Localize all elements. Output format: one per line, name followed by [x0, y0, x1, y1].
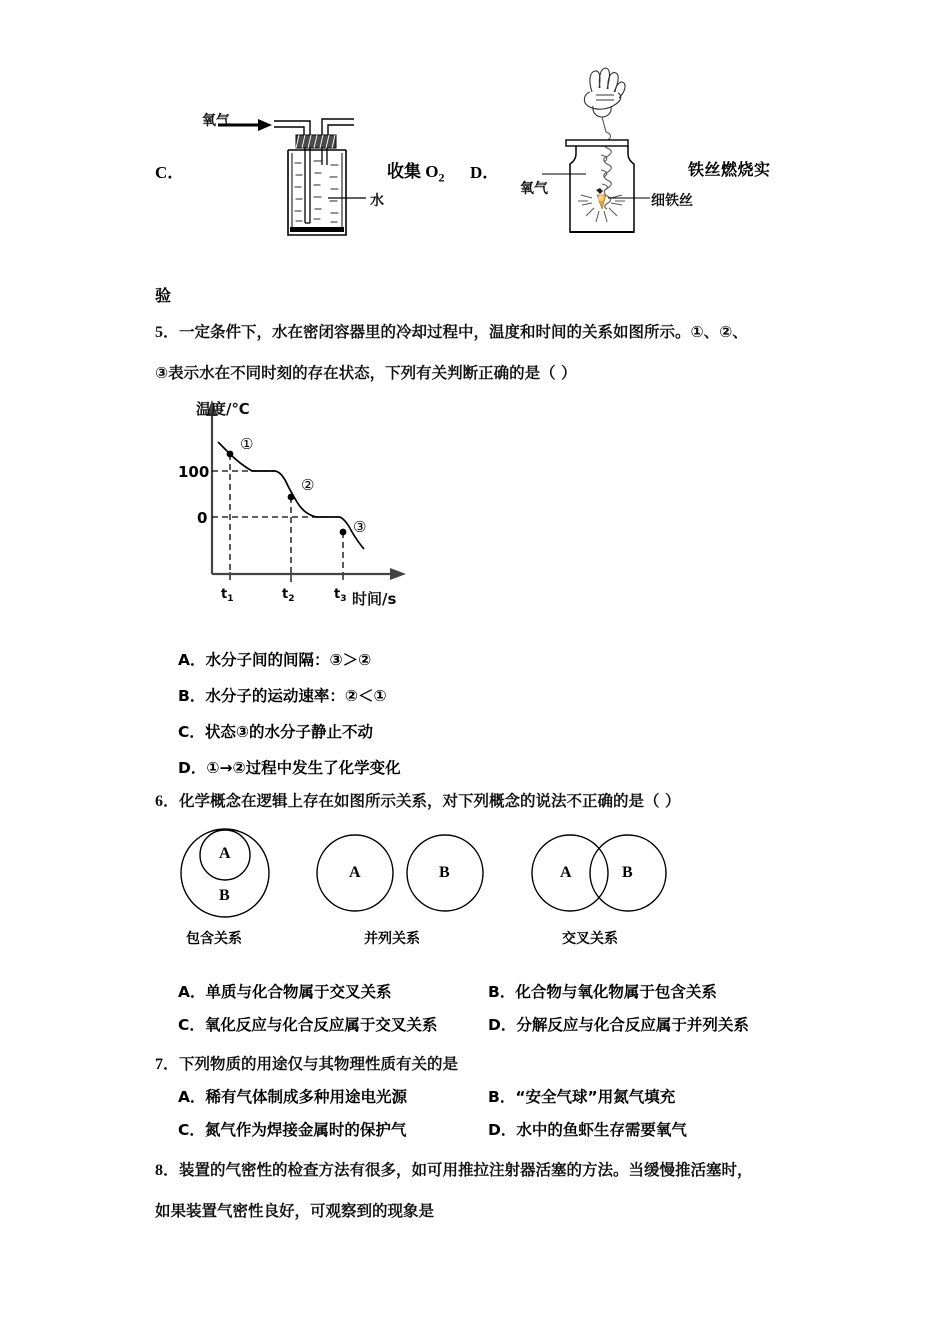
- caption-collect-oxygen-text: 收集 O: [387, 162, 439, 181]
- chart-x-axis-label: 时间/s: [352, 590, 397, 608]
- question-7: [155, 1052, 855, 1077]
- venn-parallel-caption: 并列关系: [364, 931, 420, 947]
- caption-collect-oxygen: [387, 157, 444, 185]
- iron-wire-label: 细铁丝: [651, 193, 693, 209]
- chart-annotation-1: ①: [240, 435, 254, 453]
- question-7-line-1: [155, 1052, 855, 1077]
- question-7-choice-a[interactable]: A．稀有气体制成多种用途电光源: [178, 1088, 407, 1106]
- venn-parallel-letter-b: B: [439, 864, 450, 881]
- caption-iron-wire-burning: 铁丝燃烧实: [688, 160, 771, 179]
- iron-wire-burning-diagram: [530, 62, 720, 247]
- question-5-choice-a[interactable]: A．水分子间的间隔：③＞②: [178, 651, 372, 669]
- question-6-choice-a[interactable]: A．单质与化合物属于交叉关系: [178, 983, 392, 1001]
- question-8-line-2: 如果装置气密性良好，可观察到的现象是: [155, 1202, 435, 1220]
- question-6-number: 6．: [155, 793, 180, 810]
- question-5-line-2: ③表示水在不同时刻的存在状态，下列有关判断正确的是（ ）: [155, 364, 577, 382]
- oxygen-inlet-label-c: 氧气: [202, 113, 230, 129]
- question-7-choice-c[interactable]: C．氮气作为焊接金属时的保护气: [178, 1121, 407, 1139]
- chart-xtick-t3: $t_3$: [334, 587, 347, 604]
- chart-marker-1: [227, 451, 234, 458]
- oxygen-label-d: 氧气: [520, 181, 548, 197]
- question-8-text-1: 装置的气密性的检查方法有很多，如可用推拉注射器活塞的方法。当缓慢推活塞时，: [179, 1161, 753, 1179]
- question-8-number: 8．: [155, 1162, 180, 1179]
- chart-xtick-t1: $t_1$: [221, 587, 234, 604]
- option-c-letter: C．: [155, 163, 185, 182]
- water-label: 水: [370, 193, 384, 209]
- venn-parallel-letter-a: A: [349, 864, 361, 881]
- venn-cross-letter-a: A: [560, 864, 572, 881]
- question-7-choice-d[interactable]: D．水中的鱼虾生存需要氧气: [488, 1121, 687, 1139]
- venn-inclusion-letter-a: A: [219, 845, 231, 862]
- chart-xtick-t2: $t_2$: [282, 587, 295, 604]
- chart-ytick-0: 0: [197, 509, 208, 527]
- chart-y-axis-label: 温度/℃: [196, 400, 250, 418]
- question-5-text-1: 一定条件下，水在密闭容器里的冷却过程中，温度和时间的关系如图所示。①、②、: [179, 323, 748, 341]
- question-5-choice-b[interactable]: B．水分子的运动速率：②＜①: [178, 687, 387, 705]
- question-7-choice-b[interactable]: B．“安全气球”用氮气填充: [488, 1088, 676, 1106]
- chart-ytick-100: 100: [178, 463, 210, 481]
- question-5-choice-d[interactable]: D．①→②过程中发生了化学变化: [178, 759, 401, 777]
- question-5-choice-c[interactable]: C．状态③的水分子静止不动: [178, 723, 373, 741]
- question-6: [155, 789, 855, 814]
- question-8-line-1: [155, 1150, 875, 1191]
- caption-collect-oxygen-subscript: 2: [438, 170, 445, 185]
- question-8: [155, 1150, 875, 1231]
- question-6-choice-c[interactable]: C．氧化反应与化合反应属于交叉关系: [178, 1016, 438, 1034]
- question-5: [155, 312, 855, 393]
- chart-marker-3: [340, 529, 347, 536]
- chart-marker-2: [288, 494, 295, 501]
- cooling-curve-chart: [170, 392, 420, 617]
- question-5-line-1: [155, 312, 855, 353]
- question-5-number: 5．: [155, 324, 180, 341]
- venn-diagrams: [165, 825, 675, 935]
- question-7-number: 7．: [155, 1056, 180, 1073]
- question-6-choice-b[interactable]: B．化合物与氧化物属于包含关系: [488, 983, 717, 1001]
- question-6-line-1: [155, 789, 855, 814]
- venn-inclusion-letter-b: B: [219, 887, 230, 904]
- question-6-choice-d[interactable]: D．分解反应与化合反应属于并列关系: [488, 1016, 749, 1034]
- venn-inclusion-caption: 包含关系: [186, 931, 242, 947]
- venn-cross-caption: 交叉关系: [562, 931, 618, 947]
- caption-iron-wire-burning-continued: 验: [155, 286, 172, 305]
- chart-annotation-2: ②: [301, 476, 315, 494]
- option-d-letter: D．: [470, 163, 500, 182]
- question-7-text-1: 下列物质的用途仅与其物理性质有关的是: [179, 1055, 459, 1073]
- venn-cross-letter-b: B: [622, 864, 633, 881]
- question-6-text-1: 化学概念在逻辑上存在如图所示关系，对下列概念的说法不正确的是（ ）: [179, 792, 681, 810]
- chart-annotation-3: ③: [353, 518, 367, 536]
